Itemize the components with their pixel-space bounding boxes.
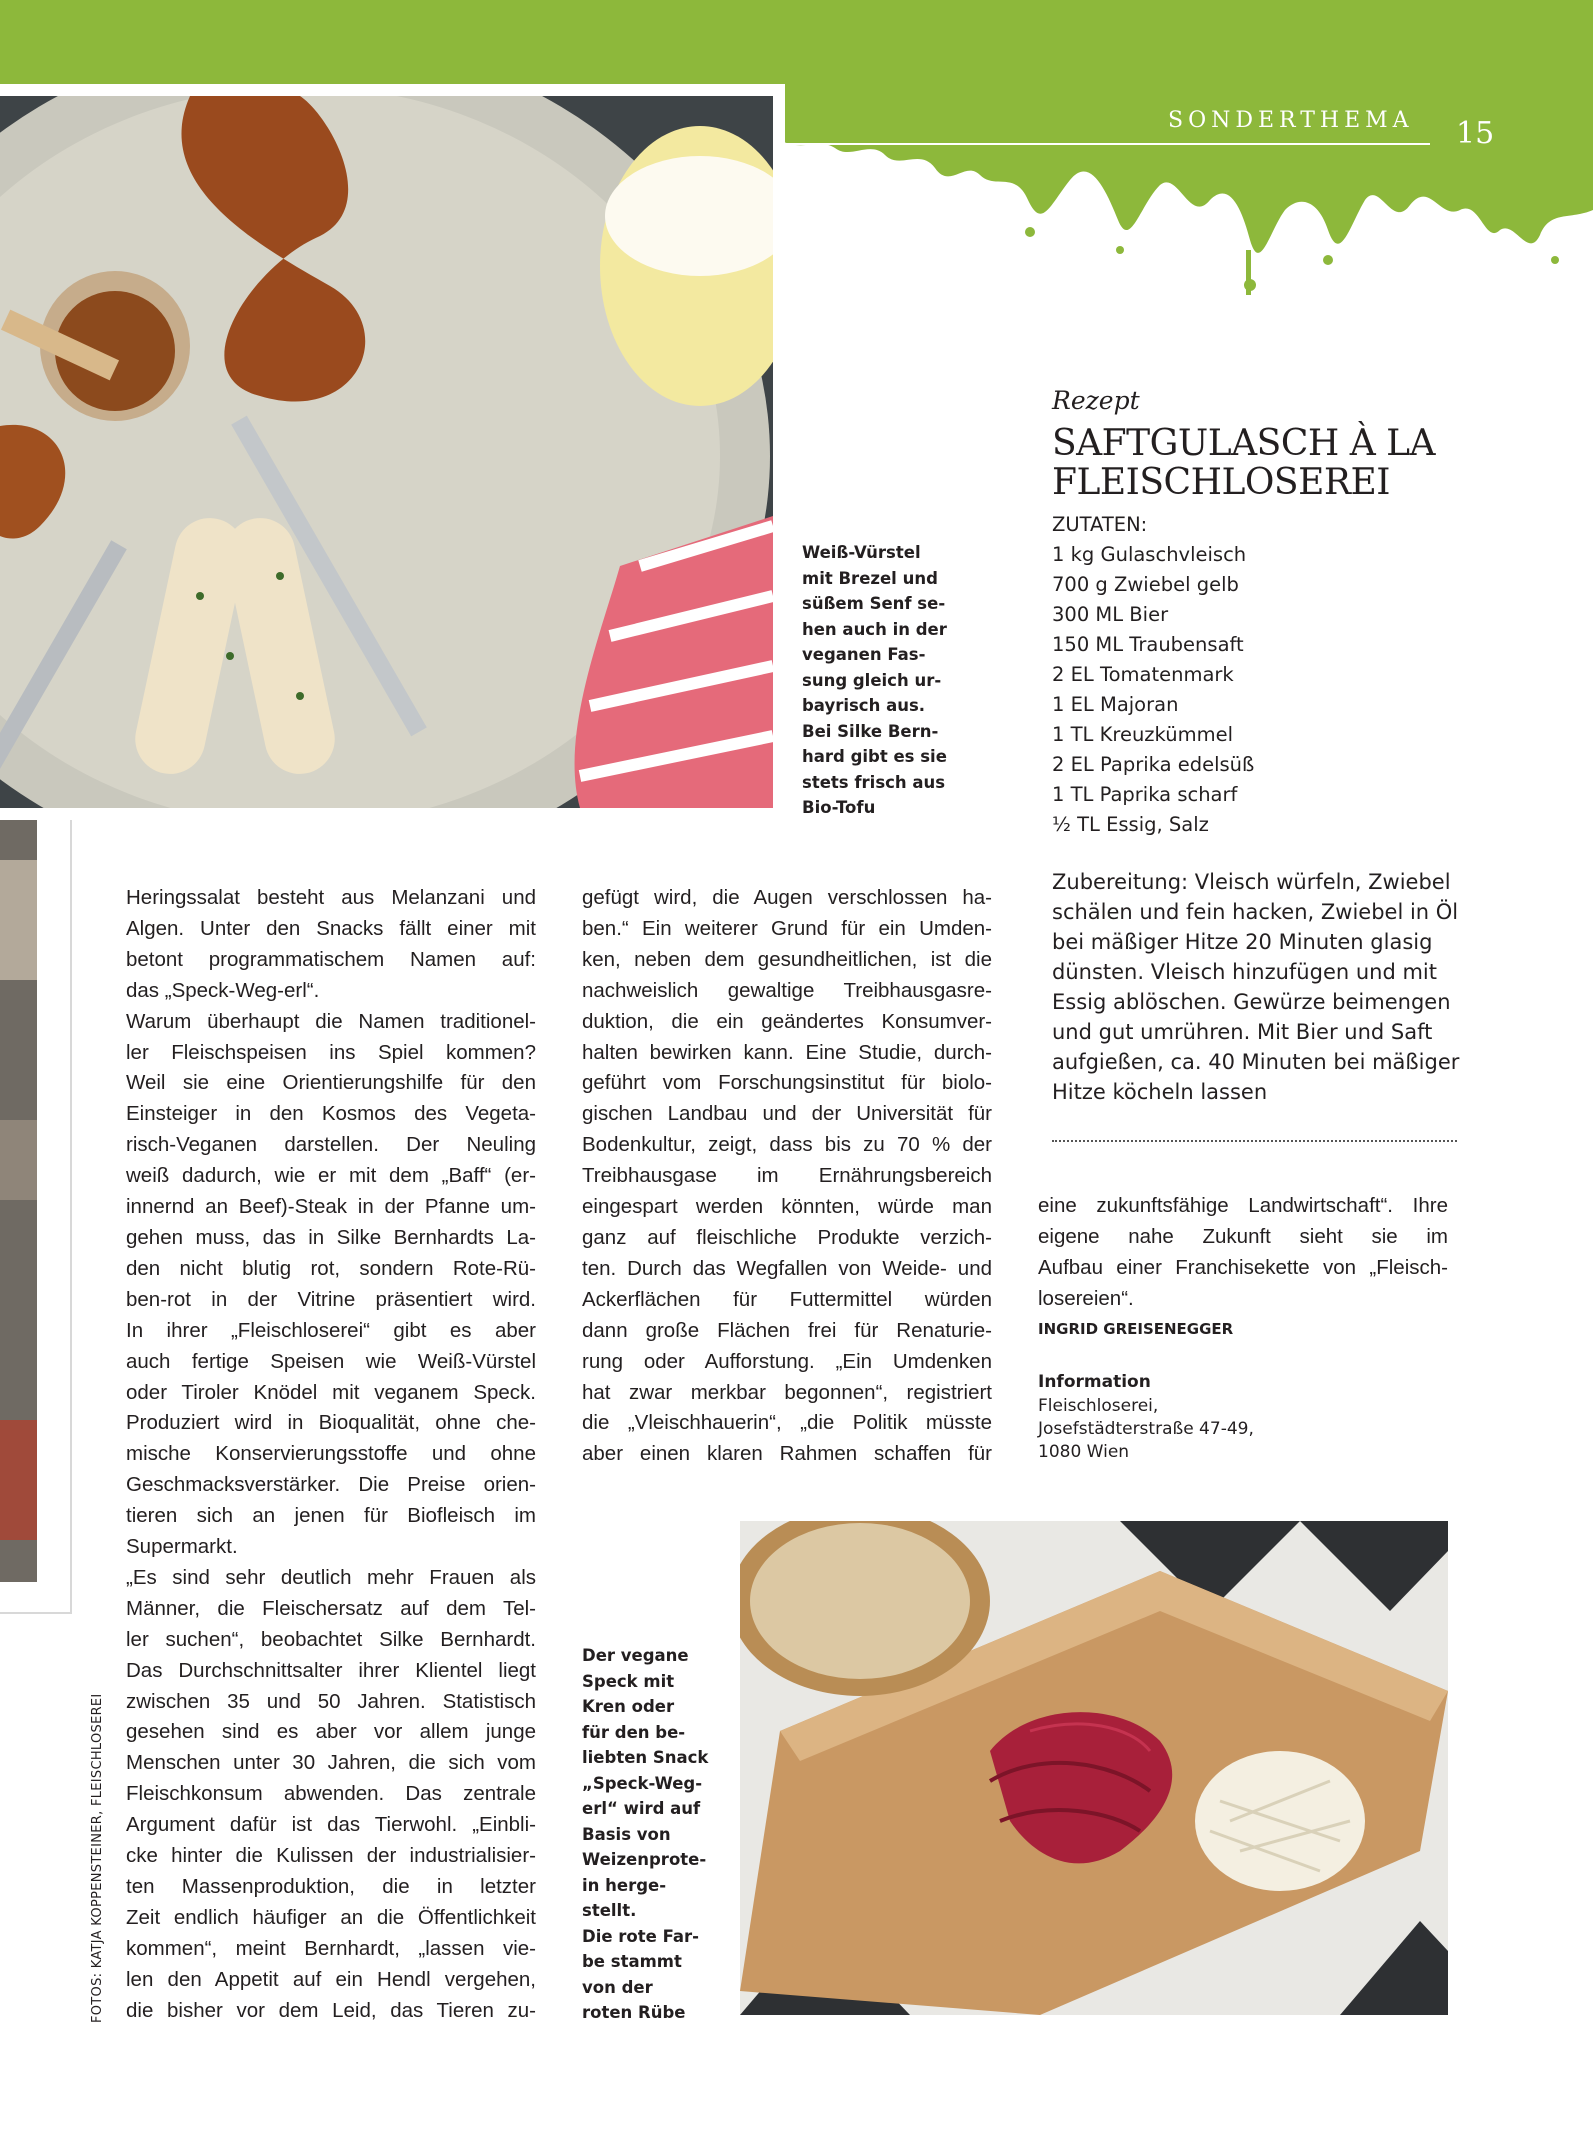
- recipe-preparation: Zubereitung: Vleisch würfeln, Zwiebel schälen und fein hacken, Zwiebel in Öl bei mäßiger Hitze 20 Minuten glasig dünsten. Vleisch hinzufügen und mit Essig ablöschen. Gewürze beimengen und gut umrühren. Mit Bier und Saft aufgießen, ca. 40 Minuten bei mäßiger Hitze köcheln lassen: [1052, 870, 1460, 1104]
- frame-line: [70, 820, 72, 1614]
- frame-line: [0, 1612, 72, 1614]
- author-byline: INGRID GREISENEGGER: [1038, 1320, 1234, 1338]
- photo-vegan-speck: [740, 1521, 1448, 2015]
- photo-credit: FOTOS: KATJA KOPPENSTEINER, FLEISCHLOSEREI: [90, 1693, 105, 2023]
- recipe-ingredients: ZUTATEN: 1 kg Gulaschvleisch 700 g Zwiebel gelb 300 ML Bier 150 ML Traubensaft 2 EL Tomatenmark 1 EL Majoran 1 TL Kreuzkümmel 2 EL Paprika edelsüß 1 TL Paprika scharf ½ TL Essig, Salz: [1052, 513, 1255, 836]
- photo-pretzel-sausages: [0, 96, 773, 808]
- recipe-kicker: Rezept: [1052, 386, 1140, 415]
- photo-shop-interior: [0, 820, 37, 1582]
- page-number: 15: [1456, 116, 1495, 151]
- info-heading: Information: [1038, 1372, 1151, 1392]
- recipe-title: SAFTGULASCH À LA FLEISCHLOSEREI: [1052, 423, 1436, 503]
- article-column-1: Heringssalat besteht aus Melanzani und Algen. Unter den Snacks fällt einer mit betont programmatischem Namen auf: das „Speck-Weg-erl“. Warum überhaupt die Namen traditionel- ler Fleischspeisen ins Spiel kommen? Weil sie eine Orientierungshilfe für den Einsteiger in den Kosmos des Vegeta- risch-Veganen darstellen. Der Neuling weiß dadurch, wie er mit dem „Baff“ (er- innernd an Beef)-Steak in der Pfanne um- gehen muss, das in Silke Bernhardts La- den nicht blutig rot, sondern Rote-Rü- ben-rot in der Vitrine präsentiert wird. In ihrer „Fleischloserei“ gibt es aber auch fertige Speisen wie Weiß-Vürstel oder Tiroler Knödel mit veganem Speck. Produziert wird in Bioqualität, ohne che- mische Konservierungsstoffe und ohne Geschmacksverstärker. Die Preise orien- tieren sich an jenen für Biofleisch im Supermarkt. „Es sind sehr deutlich mehr Frauen als Männer, die Fleischersatz auf dem Tel- ler suchen“, beobachtet Silke Bernhardt. Das Durchschnittsalter ihrer Klientel liegt zwischen 35 und 50 Jahren. Statistisch gesehen sind es aber vor allem junge Menschen unter 30 Jahren, die sich vom Fleischkonsum abwenden. Das zentrale Argument dafür ist das Tierwohl. „Einbli- cke hinter die Kulissen der industrialisier- ten Massenproduktion, die in letzter Zeit endlich häufiger an die Öffentlichkeit kommen“, meint Bernhardt, „lassen vie- len den Appetit auf ein Hendl vergehen, die bisher vor dem Leid, das Tieren zu-: [126, 886, 536, 2022]
- paint-splash: [780, 60, 1593, 300]
- section-rule: [785, 143, 1430, 145]
- recipe-divider: [1052, 1140, 1457, 1142]
- article-column-3: eine zukunftsfähige Landwirtschaft“. Ihre eigene nahe Zukunft sieht sie im Aufbau einer Franchisekette von „Fleisch- losereien“.: [1038, 1194, 1448, 1310]
- photo-caption-top: Weiß-Vürstel mit Brezel und süßem Senf se- hen auch in der veganen Fas- sung gleich ur- bayrisch aus. Bei Silke Bern- hard gibt es sie stets frisch aus Bio-Tofu: [802, 543, 947, 817]
- article-column-2: gefügt wird, die Augen verschlossen ha- ben.“ Ein weiterer Grund für ein Umden- ken, neben dem gesundheitlichen, ist die nachweislich gewaltige Treibhausgasre- duktion, die ein geändertes Konsumver- halten bewirken kann. Eine Studie, durch- geführt vom Forschungsinstitut für biolo- gischen Landbau und der Universität für Bodenkultur, zeigt, dass bis zu 70 % der Treibhausgase im Ernährungsbereich eingespart werden könnten, würde man ganz auf fleischliche Produkte verzich- ten. Durch das Wegfallen von Weide- und Ackerflächen für Futtermittel würden dann große Flächen frei für Renaturie- rung oder Aufforstung. „Ein Umdenken hat zwar merkbar begonnen“, registriert die „Vleischhauerin“, „die Politik müsste aber einen klaren Rahmen schaffen für: [582, 886, 992, 1466]
- photo-caption-bottom: Der vegane Speck mit Kren oder für den be- liebten Snack „Speck-Weg- erl“ wird auf Basis von Weizenprote- in herge- stellt. Die rote Far- be stammt von der roten Rübe: [582, 1646, 709, 2022]
- info-address: Fleischloserei, Josefstädterstraße 47-49, 1080 Wien: [1038, 1396, 1254, 1462]
- section-label: SONDERTHEMA: [1168, 108, 1414, 133]
